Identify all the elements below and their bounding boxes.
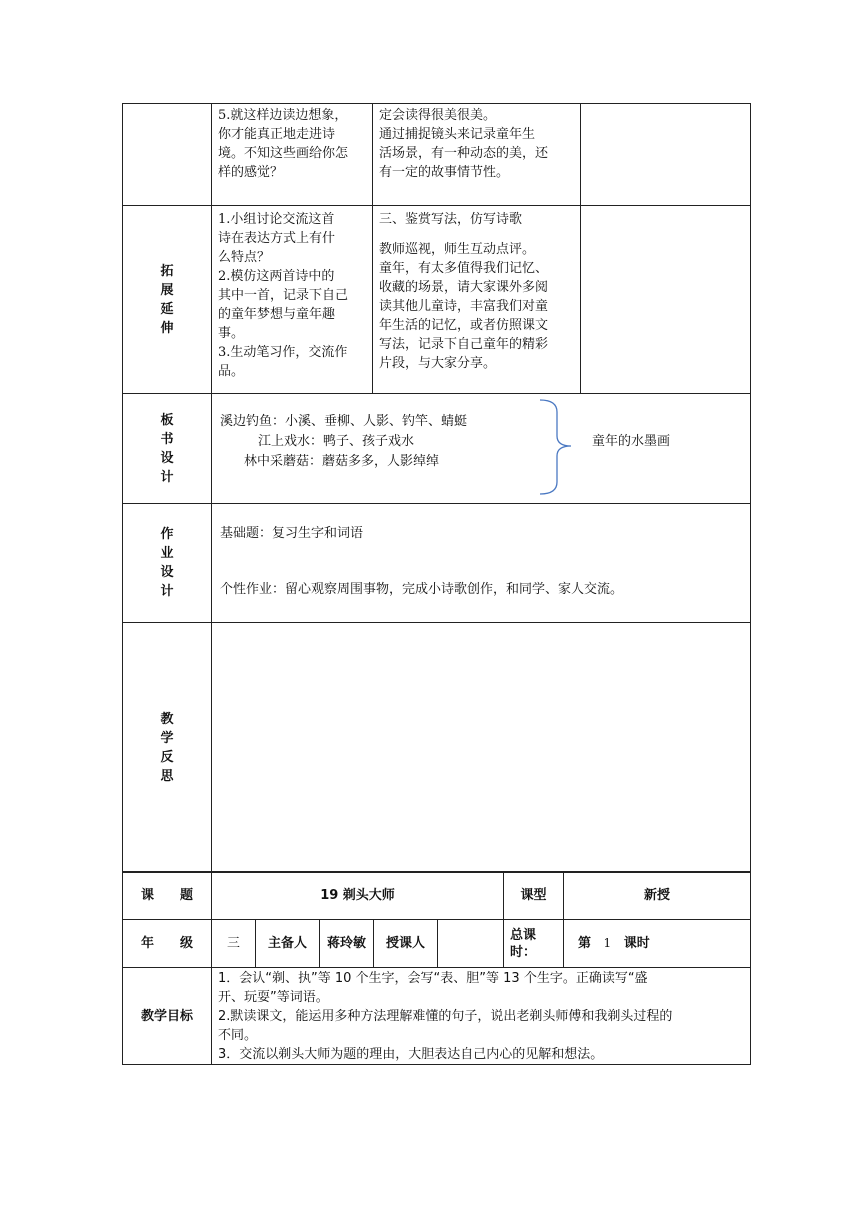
extend-teaching-title: 三、鉴赏写法，仿写诗歌: [379, 212, 523, 227]
period-prefix: 第: [578, 936, 592, 951]
board-summary: 童年的水墨画: [592, 434, 671, 449]
table-row: [123, 872, 751, 920]
homework-cell: [212, 504, 751, 623]
type-label: 课型: [504, 872, 564, 920]
lecturer-value: [438, 920, 504, 968]
grade-value: 三: [212, 920, 256, 968]
board-design-label: 板 书 设 计: [123, 394, 212, 504]
extend-activity-text: 1.小组讨论交流这首 诗在表达方式上有什 么特点？ 2.模仿这两首诗中的 其中一首，记录下自己 的童年梦想与童年趣 事。 3.生动笔习作，交流作 品。: [218, 212, 349, 379]
type-value: 新授: [564, 872, 751, 920]
student-activity-text: 5.就这样边读边想象， 你才能真正地走进诗 境。不知这些画给你怎 样的感觉？: [218, 108, 349, 180]
teaching-text: 定会读得很美很美。 通过捕捉镜头来记录童年生 活场景，有一种动态的美，还 有一定的故事情节性。: [379, 108, 549, 180]
activity-cell: [212, 206, 373, 394]
teaching-cell: [373, 104, 581, 206]
main-prep-label: 主备人: [256, 920, 320, 968]
extend-label: 拓 展 延 伸: [123, 206, 212, 394]
period-cell: [564, 920, 751, 968]
activity-cell: [212, 104, 373, 206]
row-label-empty: [123, 104, 212, 206]
reflection-cell: [212, 623, 751, 873]
table-row: [123, 920, 751, 968]
teaching-cell: [373, 206, 581, 394]
notes-cell: [581, 206, 751, 394]
homework-design: [212, 504, 750, 622]
extend-teaching-body: 教师巡视，师生互动点评。 童年，有太多值得我们记忆、 收藏的场景，请大家课外多阅 读其他儿童诗，丰富我们对童 年生活的记忆，或者仿照课文 写法，记录下自己童年的精彩 片段，与大家分享。: [379, 242, 549, 371]
board-design-cell: [212, 394, 751, 504]
board-line-3: 林中采蘑菇：蘑菇多多，人影绰绰: [244, 454, 440, 469]
reflection-label: 教 学 反 思: [123, 623, 212, 873]
board-design: [212, 394, 750, 502]
grade-label: 年 级: [123, 920, 212, 968]
notes-cell: [581, 104, 751, 206]
topic-value: 19 剃头大师: [212, 872, 504, 920]
lesson-plan-table: [122, 103, 751, 873]
table-row: [123, 394, 751, 504]
lesson-header-table: [122, 871, 751, 1065]
homework-basic: 基础题：复习生字和词语: [220, 526, 364, 541]
period-suffix: 课时: [623, 936, 650, 951]
table-row: [123, 968, 751, 1065]
table-row: [123, 504, 751, 623]
main-prep-value: 蒋玲敏: [320, 920, 374, 968]
board-line-1: 溪边钓鱼：小溪、垂柳、人影、钓竿、蜻蜓: [220, 414, 468, 429]
table-row: [123, 206, 751, 394]
period-number: 1: [603, 936, 612, 950]
goals-label: 教学目标: [123, 968, 212, 1065]
curly-brace-icon: [537, 398, 587, 498]
lecturer-label: 授课人: [374, 920, 438, 968]
total-periods-label: 总课 时：: [504, 920, 564, 968]
table-row: [123, 104, 751, 206]
goals-text: 1．会认“剃、执”等 10 个生字，会写“表、胆”等 13 个生字。正确读写“盛 开、玩耍”等词语。 2.默读课文，能运用多种方法理解难懂的句子，说出老剃头师傅和我剃头过程的 不同。 3．交流以剃头大师为题的理由，大胆表达自己内心的见解和想法。: [218, 971, 673, 1062]
goals-cell: [212, 968, 751, 1065]
topic-label: 课 题: [123, 872, 212, 920]
homework-personal: 个性作业：留心观察周围事物，完成小诗歌创作，和同学、家人交流。: [220, 582, 624, 597]
homework-label: 作 业 设 计: [123, 504, 212, 623]
table-row: [123, 623, 751, 873]
board-line-2: 江上戏水：鸭子、孩子戏水: [258, 434, 415, 449]
